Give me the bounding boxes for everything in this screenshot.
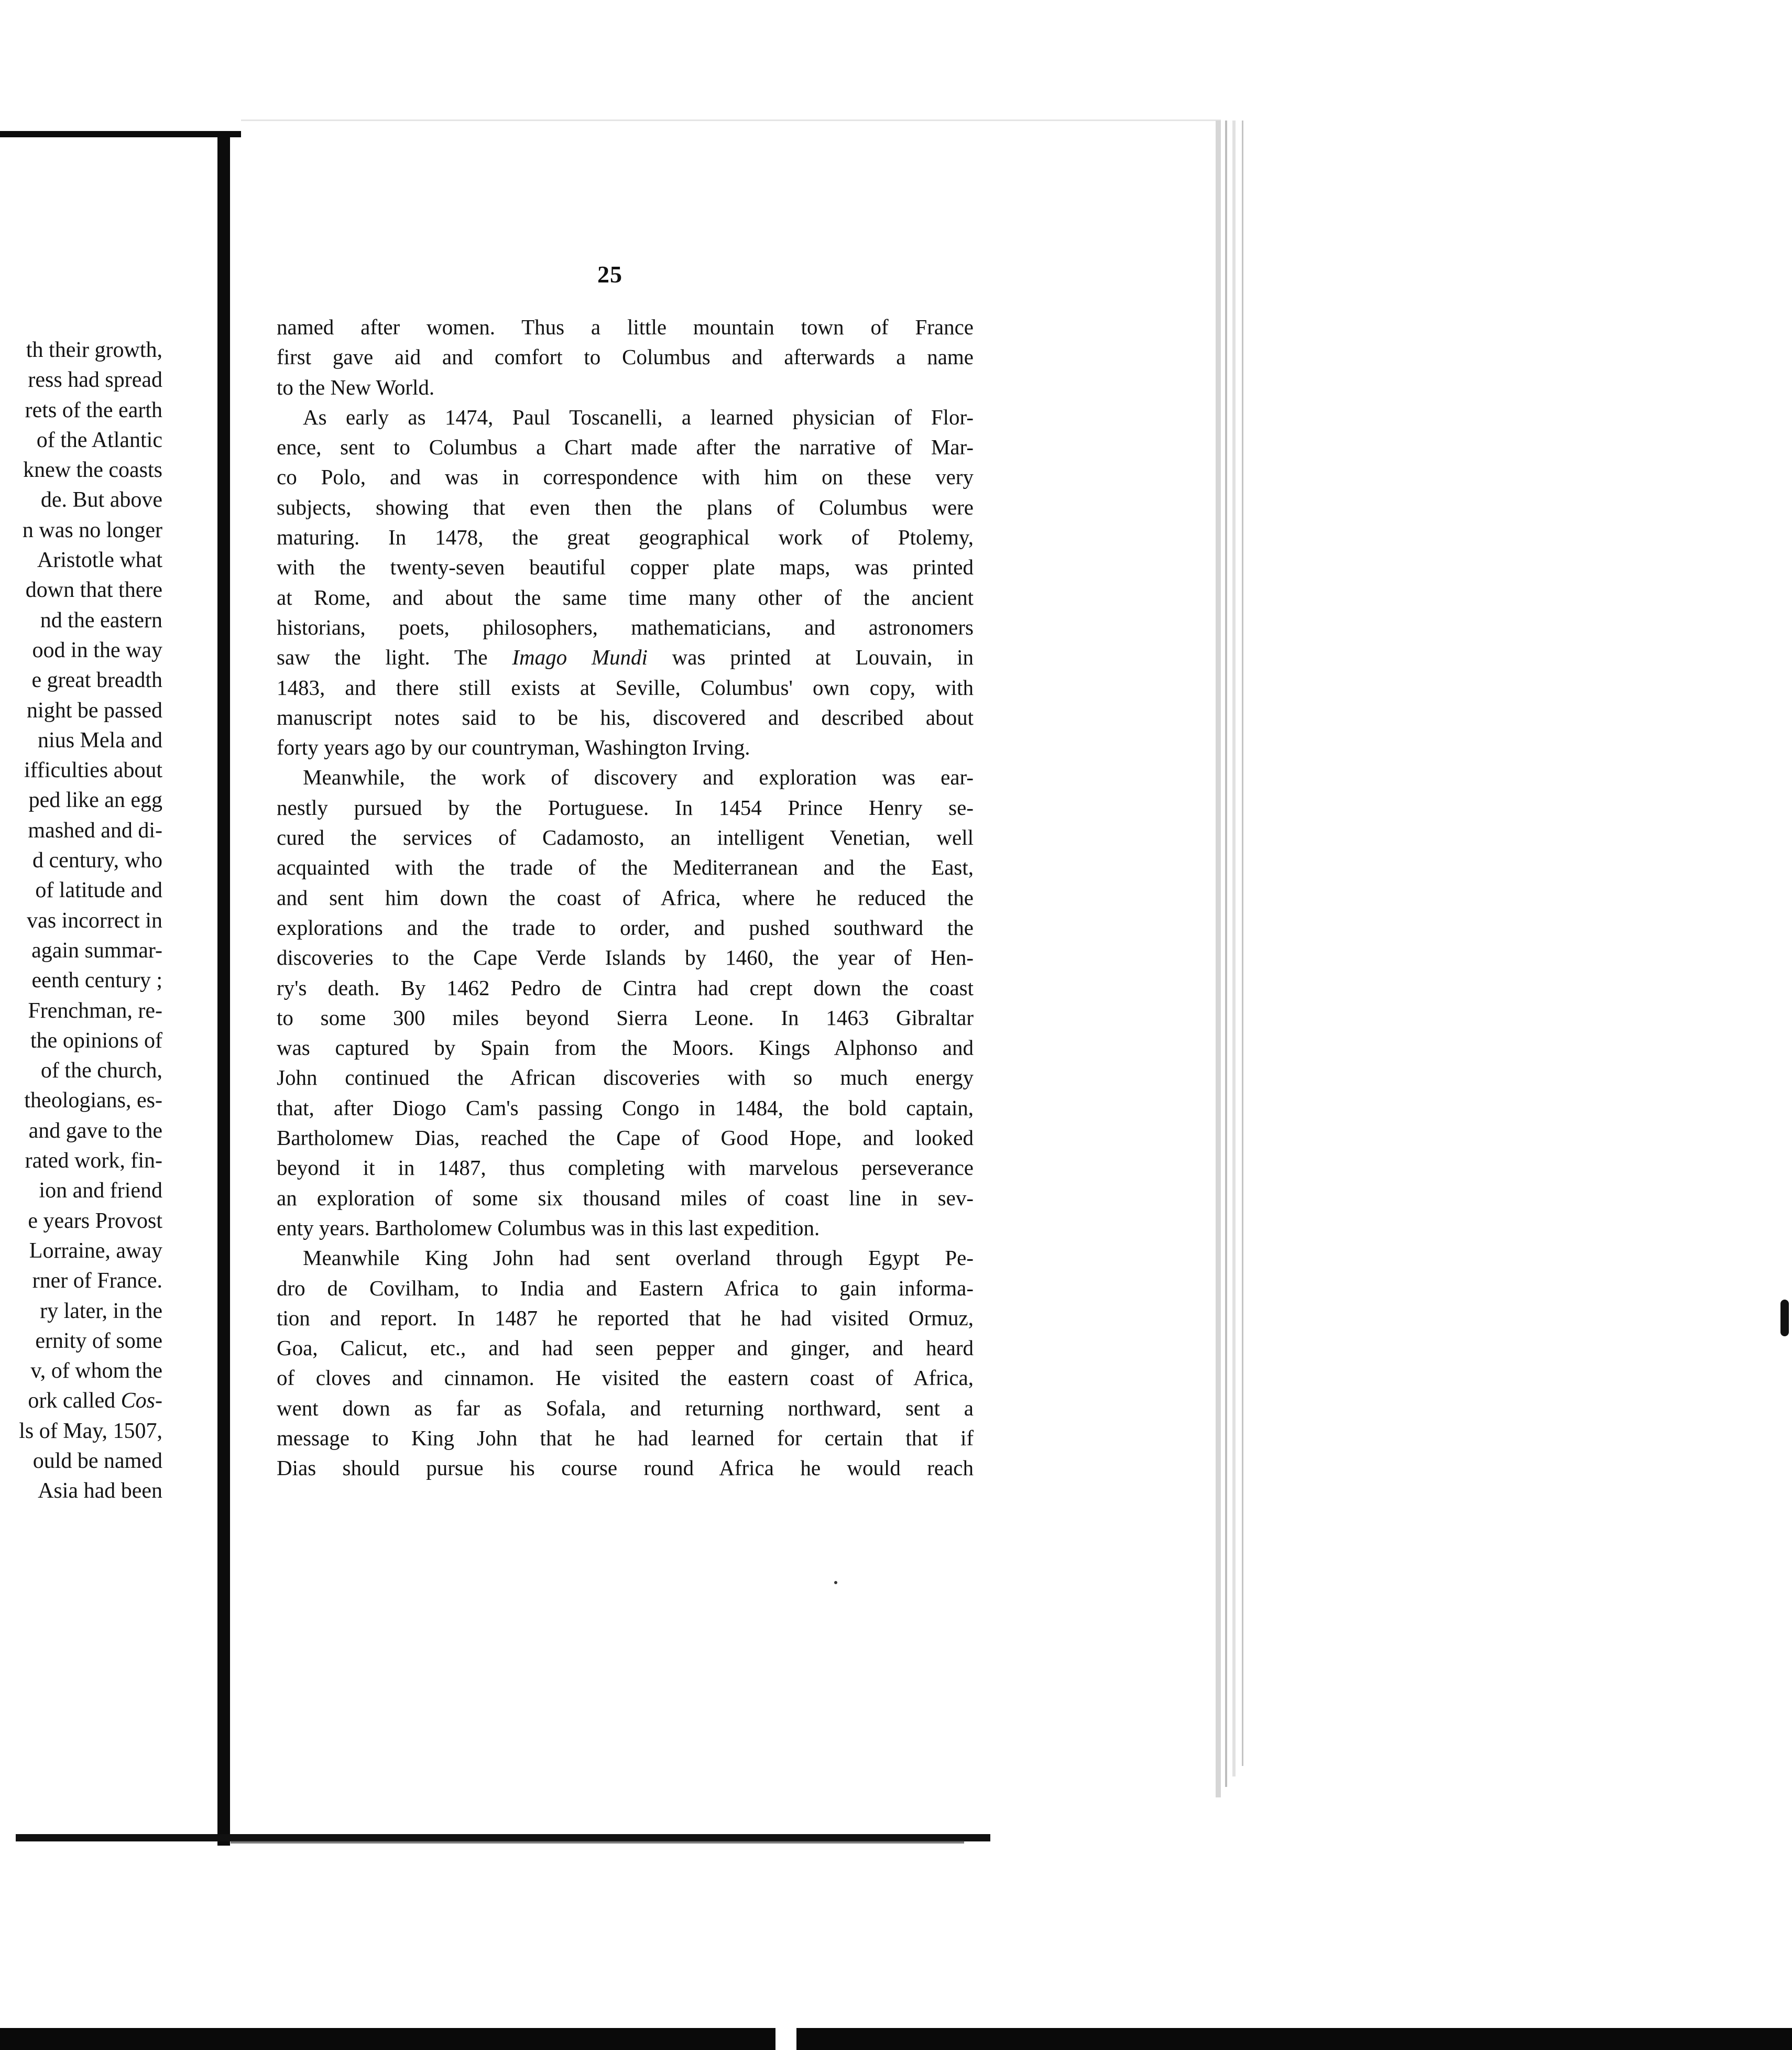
text-line: enty years. Bartholomew Columbus was in this last expedition. xyxy=(277,1215,820,1240)
left-text-line: d century, who xyxy=(32,848,162,873)
text-line: to the New World. xyxy=(277,375,435,399)
page-edge-stack xyxy=(1216,121,1221,1797)
left-text-line: ifficulties about xyxy=(24,758,162,783)
page-edge-stack xyxy=(1242,121,1243,1766)
left-text-line: knew the coasts xyxy=(23,458,162,483)
text-line: dro de Covilham, to India and Eastern Africa to gain informa- xyxy=(277,1275,974,1300)
text-line: an exploration of some six thousand miles of coast line in sev- xyxy=(277,1185,974,1210)
text-line: named after women. Thus a little mountain town of France xyxy=(277,315,974,339)
text-line: As early as 1474, Paul Toscanelli, a learned physician of Flor- xyxy=(303,405,974,429)
left-text-line: of the church, xyxy=(40,1059,162,1083)
binding-bottom-shadow xyxy=(231,1840,964,1844)
left-text-line: eenth century ; xyxy=(31,968,162,993)
left-text-line: Lorraine, away xyxy=(29,1238,162,1263)
page-top-edge xyxy=(241,119,1221,121)
left-text-line: down that there xyxy=(25,578,162,603)
left-text-line: mashed and di- xyxy=(28,818,162,843)
text-line: Dias should pursue his course round Africa he would reach xyxy=(277,1456,974,1480)
text-line: explorations and the trade to order, and pushed southward the xyxy=(277,915,974,940)
text-line: and sent him down the coast of Africa, where he reduced the xyxy=(277,885,974,910)
left-text-line: de. But above xyxy=(40,488,162,512)
text-line: that, after Diogo Cam's passing Congo in 1484, the bold captain, xyxy=(277,1095,974,1120)
left-text-line: ernity of some xyxy=(35,1328,162,1353)
scan-edge-mark xyxy=(1780,1300,1789,1336)
text-line: Meanwhile King John had sent overland through Egypt Pe- xyxy=(303,1246,974,1270)
text-line: manuscript notes said to be his, discovered and described about xyxy=(277,705,974,729)
text-line: acquainted with the trade of the Mediterranean and the East, xyxy=(277,855,974,880)
text-line: to some 300 miles beyond Sierra Leone. In 1463 Gibraltar xyxy=(277,1005,974,1030)
left-page-text-column xyxy=(0,335,162,1507)
scanner-bottom-edge xyxy=(0,2028,1792,2050)
text-line: at Rome, and about the same time many other of the ancient xyxy=(277,585,974,609)
left-text-line: again summar- xyxy=(31,938,162,963)
left-text-line: Frenchman, re- xyxy=(28,998,162,1023)
text-line: maturing. In 1478, the great geographical work of Ptolemy, xyxy=(277,525,974,550)
left-text-line: Asia had been xyxy=(38,1479,162,1503)
text-line: with the twenty-seven beautiful copper plate maps, was printed xyxy=(277,555,974,580)
text-line: beyond it in 1487, thus completing with marvelous perseverance xyxy=(277,1155,974,1180)
text-line: Goa, Calicut, etc., and had seen pepper and ginger, and heard xyxy=(277,1336,974,1360)
left-text-line: rated work, fin- xyxy=(25,1149,162,1173)
text-line: Meanwhile, the work of discovery and exploration was ear- xyxy=(303,765,974,790)
text-line: cured the services of Cadamosto, an intelligent Venetian, well xyxy=(277,825,974,850)
scanner-bottom-gap xyxy=(775,2028,796,2050)
page-text-column xyxy=(277,312,974,1484)
left-text-line: the opinions of xyxy=(30,1028,162,1053)
left-text-line: rets of the earth xyxy=(25,398,162,422)
left-page xyxy=(0,134,215,1845)
text-line: subjects, showing that even then the plans of Columbus were xyxy=(277,495,974,519)
left-text-line: ry later, in the xyxy=(40,1299,162,1323)
left-text-line: ress had spread xyxy=(28,368,162,392)
text-line: 1483, and there still exists at Seville, Columbus' own copy, with xyxy=(277,675,974,700)
text-line: John continued the African discoveries with so much energy xyxy=(277,1065,974,1090)
text-line: ence, sent to Columbus a Chart made after the narrative of Mar- xyxy=(277,435,974,460)
left-text-line: e years Provost xyxy=(28,1208,162,1233)
text-line: first gave aid and comfort to Columbus and afterwards a name xyxy=(277,345,974,369)
left-text-line: e great breadth xyxy=(31,668,162,693)
page-edge-stack xyxy=(1225,121,1227,1787)
text-line: discoveries to the Cape Verde Islands by 1460, the year of Hen- xyxy=(277,945,974,970)
left-text-line: of latitude and xyxy=(35,878,162,903)
left-text-line: ped like an egg xyxy=(28,788,162,813)
left-text-line: ion and friend xyxy=(39,1179,162,1203)
left-text-line: n was no longer xyxy=(22,518,162,542)
left-text-line: ood in the way xyxy=(32,638,162,662)
text-line: Bartholomew Dias, reached the Cape of Good Hope, and looked xyxy=(277,1126,974,1150)
text-line: was captured by Spain from the Moors. Kings Alphonso and xyxy=(277,1035,974,1060)
left-text-line: ls of May, 1507, xyxy=(19,1419,162,1443)
text-line: ry's death. By 1462 Pedro de Cintra had crept down the coast xyxy=(277,975,974,1000)
left-text-line: rner of France. xyxy=(32,1269,162,1293)
binding-top-edge xyxy=(0,131,241,137)
text-line: nestly pursued by the Portuguese. In 1454 Prince Henry se- xyxy=(277,795,974,820)
left-text-line: theologians, es- xyxy=(24,1088,162,1113)
left-text-line: v, of whom the xyxy=(30,1359,162,1383)
left-text-line: nd the eastern xyxy=(40,608,162,633)
left-text-line: nius Mela and xyxy=(38,728,162,753)
text-line: saw the light. The Imago Mundi was printed at Louvain, in xyxy=(277,645,974,670)
text-line: message to King John that he had learned for certain that if xyxy=(277,1425,974,1450)
text-line: tion and report. In 1487 he reported that he had visited Ormuz, xyxy=(277,1305,974,1330)
left-text-line: night be passed xyxy=(27,698,162,723)
text-line: forty years ago by our countryman, Washington Irving. xyxy=(277,735,750,760)
binding-gutter xyxy=(217,132,230,1846)
text-line: co Polo, and was in correspondence with him on these very xyxy=(277,465,974,489)
text-line: of cloves and cinnamon. He visited the eastern coast of Africa, xyxy=(277,1366,974,1390)
left-text-line: ork called Cos- xyxy=(28,1389,162,1413)
left-text-line: ould be named xyxy=(32,1448,162,1473)
page-number: 25 xyxy=(597,261,622,288)
left-text-line: vas incorrect in xyxy=(27,908,162,933)
text-line: historians, poets, philosophers, mathematicians, and astronomers xyxy=(277,615,974,639)
left-text-line: of the Atlantic xyxy=(36,428,162,452)
page-edge-stack xyxy=(1232,121,1236,1776)
text-line: went down as far as Sofala, and returning northward, sent a xyxy=(277,1395,974,1420)
speck xyxy=(834,1581,837,1584)
left-text-line: and gave to the xyxy=(28,1118,162,1143)
left-text-line: th their growth, xyxy=(26,338,162,362)
left-text-line: Aristotle what xyxy=(37,548,162,573)
